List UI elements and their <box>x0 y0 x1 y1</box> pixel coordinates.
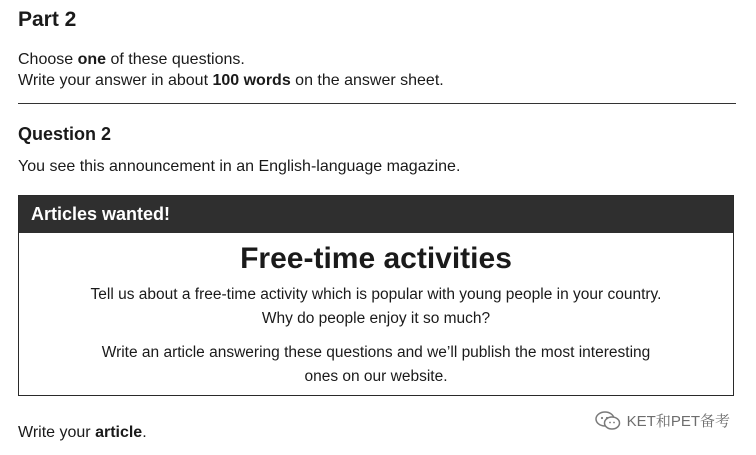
question-title: Question 2 <box>18 124 112 144</box>
announcement-heading: Free-time activities <box>240 242 512 275</box>
instruction-1-text-a: Choose <box>18 51 78 68</box>
announcement-line-2: Why do people enjoy it so much? <box>261 310 491 327</box>
task-text-a: Write your <box>18 424 96 441</box>
watermark-text: KET和PET备考 <box>626 413 730 430</box>
watermark <box>595 410 730 431</box>
announcement-line-4: ones on our website. <box>304 368 448 385</box>
announcement-line-1: Tell us about a free-time activity which is popular with young people in your country. <box>90 286 662 303</box>
task-text-b: . <box>142 424 147 441</box>
question-intro: You see this announcement in an English-language magazine. <box>18 158 461 175</box>
task-bold: article <box>95 424 143 441</box>
instruction-2-text-a: Write your answer in about <box>18 72 213 89</box>
instruction-2-bold: 100 words <box>212 72 291 89</box>
wechat-icon <box>595 411 621 431</box>
instruction-1-bold: one <box>77 51 107 68</box>
announcement-header: Articles wanted! <box>19 196 733 233</box>
instruction-2-text-b: on the answer sheet. <box>290 72 444 89</box>
instruction-line-2 <box>18 71 444 91</box>
part-title: Part 2 <box>18 8 77 31</box>
announcement-gap <box>19 331 733 341</box>
instruction-line-1 <box>18 50 245 70</box>
section-divider <box>18 103 736 104</box>
announcement-line-3: Write an article answering these questions and we’ll publish the most interesting <box>101 344 651 361</box>
task-instruction <box>18 424 147 442</box>
announcement-box <box>18 195 734 396</box>
instruction-1-text-b: of these questions. <box>106 51 245 68</box>
